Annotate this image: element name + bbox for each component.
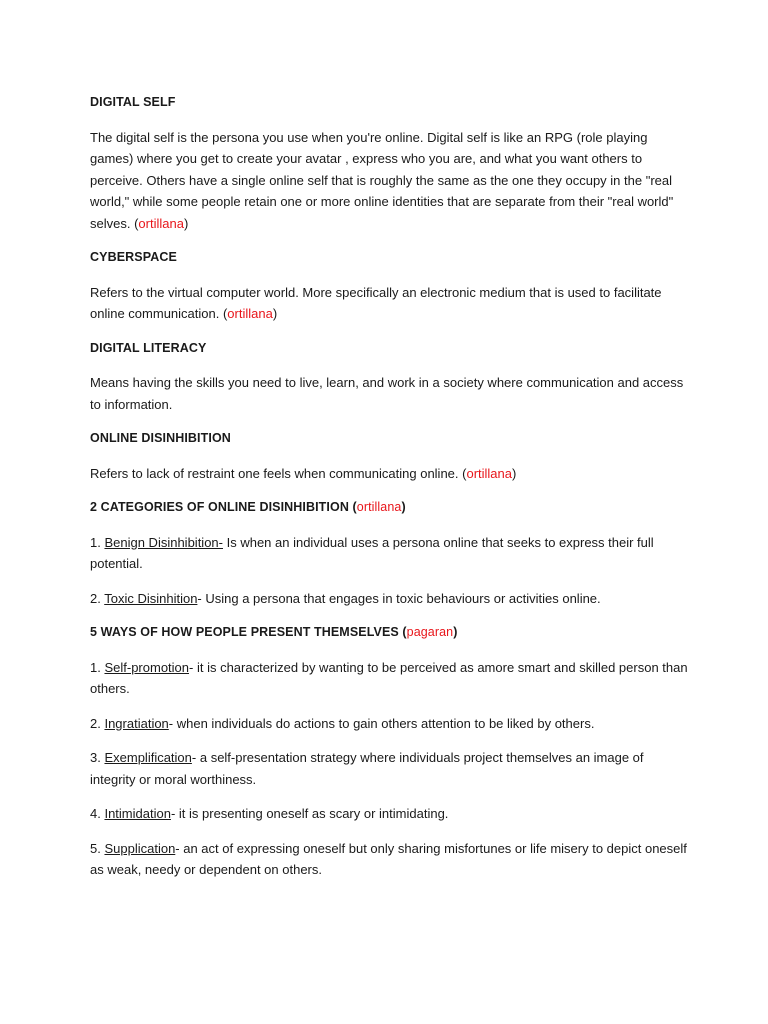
heading-ways: [90, 622, 690, 644]
heading-cyberspace: CYBERSPACE: [90, 250, 177, 264]
term-exemplification: Exemplification: [104, 750, 192, 765]
term-intimidation: Intimidation: [104, 806, 171, 821]
item-number: 4.: [90, 806, 105, 821]
term-self-promotion: Self-promotion: [104, 659, 190, 675]
heading-categories: [90, 497, 690, 519]
citation-ortillana: ortillana: [356, 500, 402, 514]
paragraph-digital-self: [90, 127, 690, 235]
citation-pagaran: pagaran: [406, 625, 454, 639]
paren-close: ): [453, 625, 458, 639]
paragraph-text: Refers to the virtual computer world. More specifically an electronic medium that is used to facilitate online communication. (: [90, 284, 662, 321]
item-number: 1.: [90, 534, 105, 550]
paragraph-text: Refers to lack of restraint one feels when communicating online. (: [90, 465, 467, 481]
paragraph-text: The digital self is the persona you use when you're online. Digital self is like an RPG (role playing games) where you get to create your avatar , express who you are, and what you want others to perceive. Others have a single online self that is roughly the same as the one they occupy in the "real world," while some people retain one or more online identities that are separate from their "real world" selves. (: [90, 129, 674, 231]
paragraph-digital-literacy: Means having the skills you need to live, learn, and work in a society where communication and access to information.: [90, 375, 684, 412]
citation-ortillana: ortillana: [138, 215, 184, 231]
list-item-intimidation: [90, 803, 690, 825]
term-supplication: Supplication: [104, 840, 176, 856]
list-item-supplication: [90, 838, 690, 881]
item-description: - a self-presentation strategy where individuals project themselves an image of integrity or moral worthiness.: [90, 750, 644, 787]
heading-online-disinhibition: ONLINE DISINHIBITION: [90, 431, 231, 445]
paragraph-cyberspace: [90, 282, 690, 325]
item-number: 3.: [90, 750, 105, 765]
heading-text: 2 CATEGORIES OF ONLINE DISINHIBITION (: [90, 500, 357, 514]
document-page: [90, 92, 690, 894]
heading-text: 5 WAYS OF HOW PEOPLE PRESENT THEMSELVES (: [90, 625, 407, 639]
paragraph-online-disinhibition: [90, 463, 690, 485]
paren-close: ): [272, 306, 278, 321]
item-description: - it is presenting oneself as scary or intimidating.: [170, 806, 449, 821]
list-item-ingratiation: [90, 713, 690, 735]
paren-close: ): [512, 465, 517, 481]
item-number: 1.: [90, 659, 105, 675]
item-number: 2.: [90, 715, 105, 731]
item-description: Is when an individual uses a persona online that seeks to express their full potential.: [90, 534, 654, 571]
paren-close: ): [183, 215, 189, 231]
item-description: - it is characterized by wanting to be perceived as amore smart and skilled person than others.: [90, 659, 688, 696]
list-item-self-promotion: [90, 657, 690, 700]
item-description: - Using a persona that engages in toxic behaviours or activities online.: [197, 590, 601, 606]
item-number: 2.: [90, 590, 105, 606]
citation-ortillana: ortillana: [466, 465, 512, 481]
citation-ortillana: ortillana: [227, 306, 273, 321]
term-toxic-disinhibition: Toxic Disinhition: [104, 590, 198, 606]
heading-digital-literacy: DIGITAL LITERACY: [90, 340, 207, 355]
heading-digital-self: DIGITAL SELF: [90, 95, 176, 109]
term-ingratiation: Ingratiation: [104, 715, 169, 731]
list-item-benign: [90, 532, 690, 575]
list-item-toxic: [90, 588, 690, 610]
paren-close: ): [401, 500, 406, 514]
item-number: 5.: [90, 840, 105, 856]
term-benign-disinhibition: Benign Disinhibition-: [104, 534, 223, 550]
item-description: - an act of expressing oneself but only sharing misfortunes or life misery to depict oneself as weak, needy or dependent on others.: [90, 840, 687, 877]
item-description: - when individuals do actions to gain others attention to be liked by others.: [168, 715, 595, 731]
list-item-exemplification: [90, 747, 690, 790]
